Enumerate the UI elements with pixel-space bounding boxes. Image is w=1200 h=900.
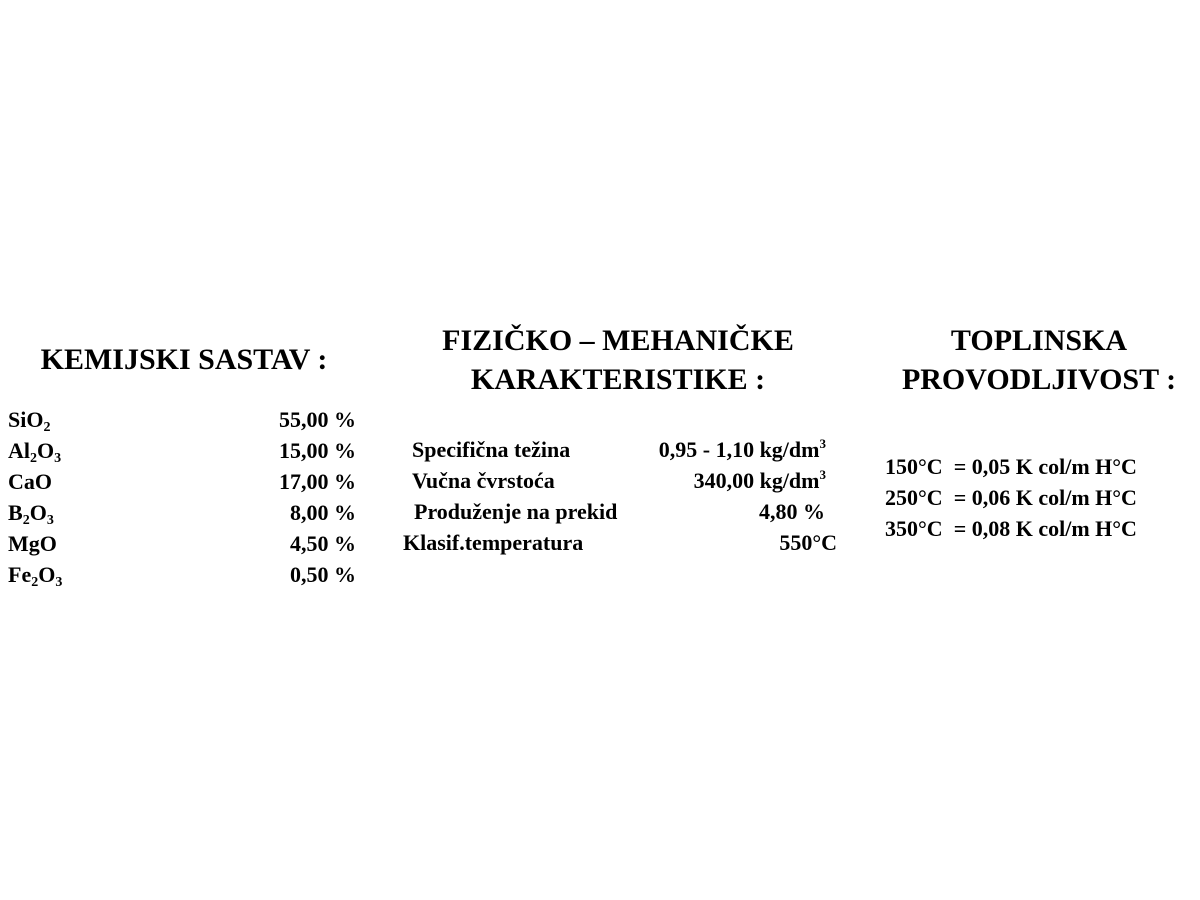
percentage: 0,50 % [290,562,356,587]
thermal-title-line1: TOPLINSKA [950,324,1128,357]
percentage: 55,00 % [279,407,356,432]
formula: MgO [8,531,57,556]
property-value: 4,80 % [759,499,825,524]
property-label: Vučna čvrstoća [412,468,555,493]
percentage: 8,00 % [290,500,356,525]
mechanical-properties-section [398,0,848,900]
formula: $Fe_2O_3$ [8,562,63,590]
conductivity-value: = 0,05 K col/m H°C [953,454,1137,479]
temperature: 250°C [885,485,943,510]
property-value: 550°C [779,530,837,555]
property-label: Specifična težina [412,437,571,462]
formula: $B_2O_3$ [8,500,54,528]
temperature: 150°C [885,454,943,479]
thermal-title-line2: PROVODLJIVOST : [901,363,1177,396]
conductivity-value: = 0,08 K col/m H°C [953,516,1137,541]
chemical-composition-section [8,0,360,900]
chemical-composition-title: KEMIJSKI SASTAV : [40,343,328,376]
percentage: 4,50 % [290,531,356,556]
conductivity-value: = 0,06 K col/m H°C [953,485,1137,510]
property-label: Klasif.temperatura [403,530,584,555]
thermal-row-150 [885,454,1137,480]
formula: $Al_2O_3$ [8,438,62,466]
property-value: 340,00 $kg/dm^3$ [693,467,826,493]
mechanical-title-line2: KARAKTERISTIKE : [470,363,766,396]
formula: SiO$_2$ [8,407,51,435]
property-value: 0,95 - 1,10 $kg/dm^3$ [658,436,826,462]
thermal-row-350 [885,516,1137,542]
property-label: Produženje na prekid [414,499,618,524]
mechanical-title-line1: FIZIČKO – MEHANIČKE [442,324,794,357]
formula: CaO [8,469,52,494]
thermal-row-250 [885,485,1137,511]
percentage: 17,00 % [279,469,356,494]
thermal-conductivity-section [880,0,1198,900]
temperature: 350°C [885,516,943,541]
percentage: 15,00 % [279,438,356,463]
